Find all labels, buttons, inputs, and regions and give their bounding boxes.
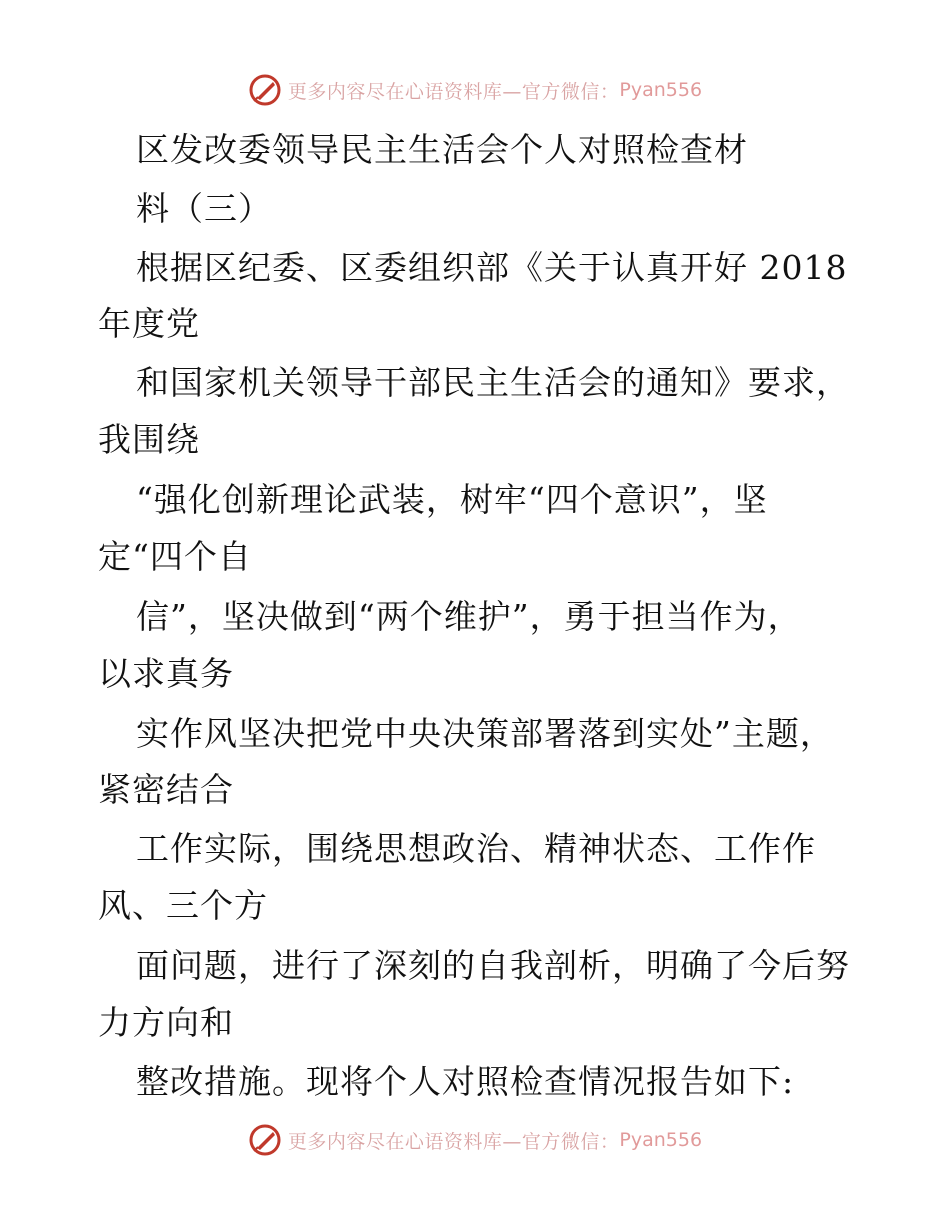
watermark-banner-bottom — [0, 1120, 950, 1160]
doc-line: 我围绕 — [98, 420, 200, 459]
doc-line: 力方向和 — [98, 1003, 234, 1042]
watermark-account: Pyan556 — [619, 1129, 703, 1151]
watermark-brand-text: 更多内容尽在心语资料库—官方微信： — [287, 80, 620, 103]
doc-line: 以求真务 — [98, 654, 234, 693]
doc-line: 信”，坚决做到“两个维护”，勇于担当作为， — [136, 597, 802, 636]
doc-line: 根据区纪委、区委组织部《关于认真开好 2018 — [136, 248, 848, 287]
doc-line: 年度党 — [98, 304, 200, 343]
doc-line: 和国家机关领导干部民主生活会的通知》要求， — [136, 363, 850, 402]
doc-line: 面问题，进行了深刻的自我剖析，明确了今后努 — [136, 946, 850, 985]
doc-title-line-1: 区发改委领导民主生活会个人对照检查材 — [136, 130, 748, 169]
quill-seal-icon — [248, 1123, 282, 1157]
doc-line: 工作实际，围绕思想政治、精神状态、工作作 — [136, 829, 816, 868]
doc-line: “强化创新理论武装，树牢“四个意识”，坚 — [136, 480, 768, 519]
doc-line: 紧密结合 — [98, 770, 234, 809]
doc-line: 实作风坚决把党中央决策部署落到实处”主题， — [136, 714, 834, 753]
watermark-brand-text: 更多内容尽在心语资料库—官方微信： — [287, 1130, 620, 1153]
doc-line: 风、三个方 — [98, 886, 268, 925]
doc-line: 整改措施。现将个人对照检查情况报告如下: — [136, 1062, 795, 1101]
doc-line: 定“四个自 — [98, 537, 252, 576]
doc-title-line-2: 料（三） — [136, 189, 272, 228]
watermark-account: Pyan556 — [619, 79, 703, 101]
